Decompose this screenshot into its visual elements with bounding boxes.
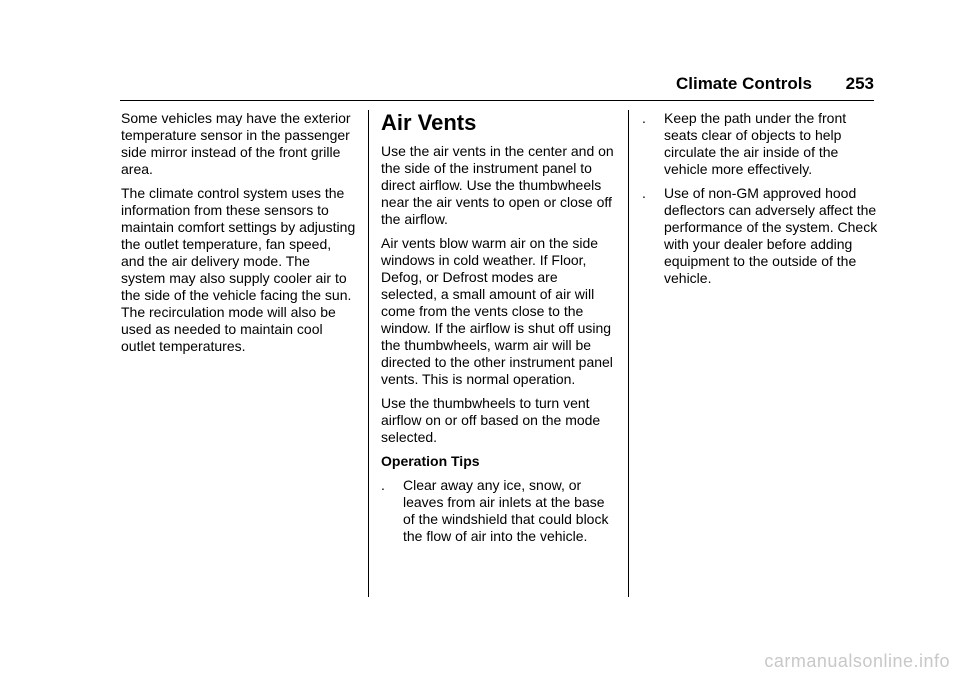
paragraph: Air vents blow warm air on the side windows in cold weather. If Floor, Defog, or Defrost modes are selected, a small amount of air will come from the vents close to the window. If the airflow is shut off using the thumbwheels, warm air will be directed to the other instrument panel vents. This is normal operation. — [381, 235, 613, 387]
list-item — [642, 110, 878, 178]
column-2 — [381, 110, 617, 552]
column-divider-left — [368, 110, 369, 597]
column-3 — [642, 110, 878, 294]
paragraph: Use the thumbwheels to turn vent airflow on or off based on the mode selected. — [381, 395, 601, 445]
list-item-text: Clear away any ice, snow, or leaves from air inlets at the base of the windshield that could block the flow of air into the vehicle. — [403, 477, 609, 544]
list-item — [381, 477, 617, 545]
subheading: Operation Tips — [381, 453, 480, 469]
paragraph: Use the air vents in the center and on the side of the instrument panel to direct airflow. Use the thumbwheels near the air vents to open or close off the airflow. — [381, 143, 614, 227]
bullet-marker: . — [381, 477, 385, 493]
watermark: carmanualsonline.info — [764, 651, 950, 671]
bullet-marker: . — [642, 110, 646, 126]
tips-list — [381, 477, 617, 545]
tips-list — [642, 110, 878, 287]
bullet-marker: . — [642, 185, 646, 201]
list-item-text: Keep the path under the front seats clear of objects to help circulate the air inside of the vehicle more effectively. — [664, 110, 847, 177]
page-header — [120, 70, 874, 101]
column-divider-right — [628, 110, 629, 597]
paragraph: The climate control system uses the information from these sensors to maintain comfort settings by adjusting the outlet temperature, fan speed, and the air delivery mode. The system may also supply cooler air to the side of the vehicle facing the sun. The recirculation mode will also be used as needed to maintain cool outlet temperatures. — [121, 185, 356, 354]
page-number: 253 — [845, 74, 874, 93]
column-1 — [121, 110, 357, 362]
chapter-title: Climate Controls — [675, 74, 812, 93]
section-title: Air Vents — [381, 110, 477, 135]
list-item-text: Use of non-GM approved hood deflectors can adversely affect the performance of the system. Check with your dealer before adding equipment to the outside of the vehicle. — [664, 185, 878, 286]
paragraph: Some vehicles may have the exterior temperature sensor in the passenger side mirror instead of the front grille area. — [121, 110, 351, 177]
list-item — [642, 185, 878, 287]
